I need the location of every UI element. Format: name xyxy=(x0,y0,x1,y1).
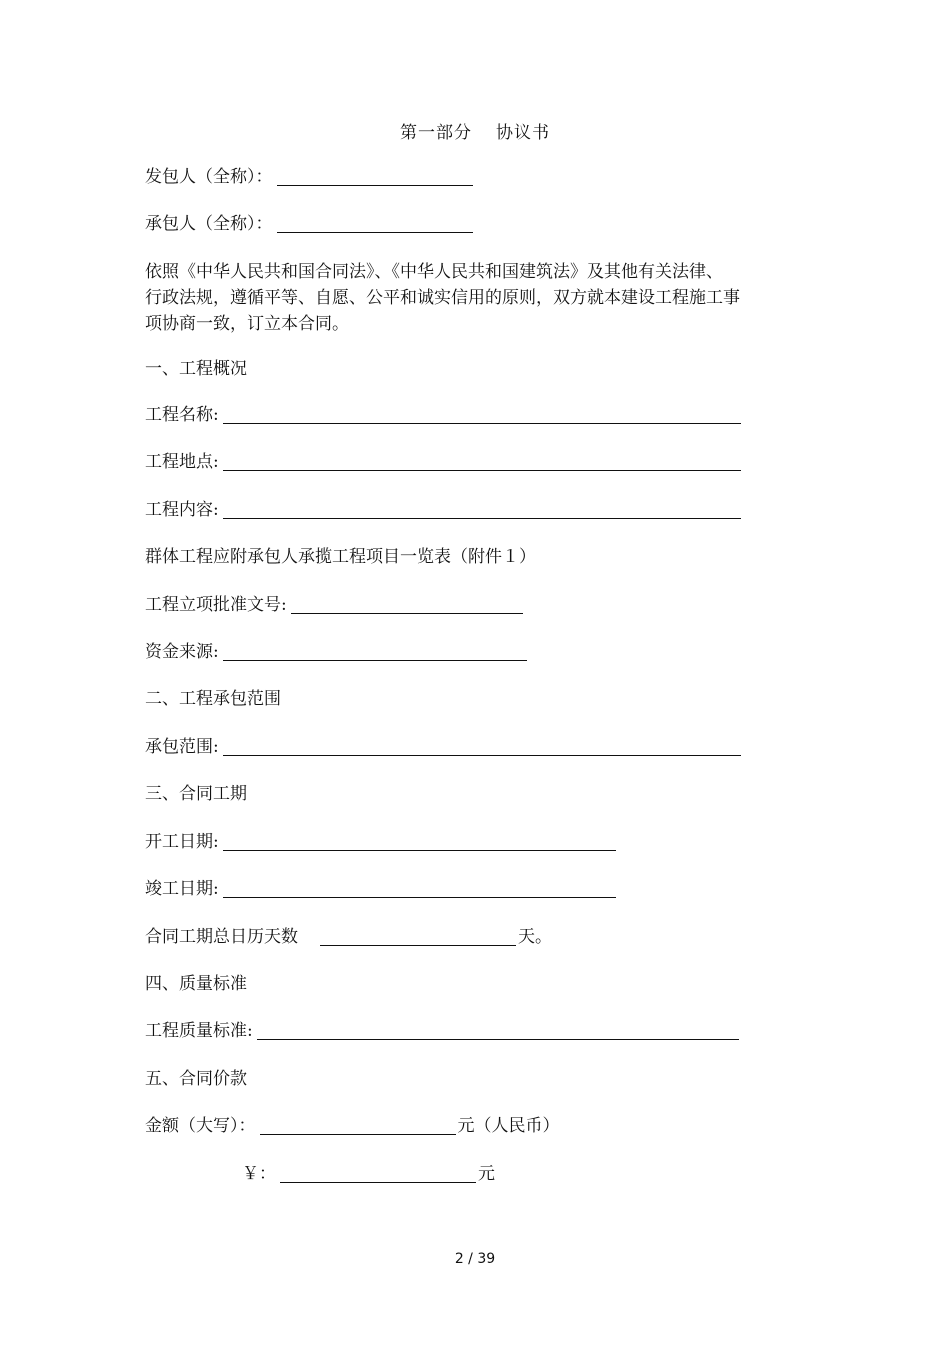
employer-line xyxy=(145,165,475,189)
intro-line: 依照《中华人民共和国合同法》、《中华人民共和国建筑法》及其他有关法律、 xyxy=(145,262,723,282)
scope-blank[interactable] xyxy=(223,737,741,756)
contractor-blank[interactable] xyxy=(277,214,473,233)
approval-blank[interactable] xyxy=(291,595,523,614)
group-note: 群体工程应附承包人承揽工程项目一览表（附件１） xyxy=(145,547,536,567)
quality-line xyxy=(145,1019,741,1043)
title-name: 协议书 xyxy=(496,123,550,143)
section4-heading-text: 四、质量标准 xyxy=(145,974,247,994)
yen-label: ￥： xyxy=(242,1164,276,1184)
yen-unit: 元 xyxy=(478,1164,495,1184)
contractor-line xyxy=(145,212,475,236)
section5-heading xyxy=(145,1067,247,1091)
project-content-blank[interactable] xyxy=(223,500,741,519)
employer-blank[interactable] xyxy=(277,167,473,186)
page-title xyxy=(0,118,950,143)
amount-line xyxy=(145,1114,560,1138)
total-days-label: 合同工期总日历天数 xyxy=(145,927,298,947)
contractor-label: 承包人（全称）： xyxy=(145,214,273,234)
title-part: 第一部分 xyxy=(400,123,472,143)
yen-blank[interactable] xyxy=(280,1164,476,1183)
project-location-label: 工程地点: xyxy=(145,452,219,472)
funding-label: 资金来源: xyxy=(145,642,219,662)
amount-blank[interactable] xyxy=(260,1116,456,1135)
project-content-line xyxy=(145,498,743,522)
scope-label: 承包范围: xyxy=(145,737,219,757)
total-days-blank[interactable] xyxy=(320,927,516,946)
quality-label: 工程质量标准: xyxy=(145,1021,253,1041)
section2-heading-text: 二、工程承包范围 xyxy=(145,689,281,709)
quality-blank[interactable] xyxy=(257,1021,739,1040)
group-note-line xyxy=(145,545,536,569)
amount-label: 金额（大写）： xyxy=(145,1116,256,1136)
funding-line xyxy=(145,640,529,664)
intro-line: 项协商一致，订立本合同。 xyxy=(145,314,349,334)
start-date-label: 开工日期: xyxy=(145,832,219,852)
intro-paragraph xyxy=(145,259,785,337)
end-date-label: 竣工日期: xyxy=(145,879,219,899)
section1-heading xyxy=(145,357,247,381)
total-days-line xyxy=(145,925,552,949)
start-date-line xyxy=(145,830,618,854)
employer-label: 发包人（全称）： xyxy=(145,167,273,187)
project-name-blank[interactable] xyxy=(223,405,741,424)
section4-heading xyxy=(145,972,247,996)
section3-heading xyxy=(145,782,247,806)
project-location-line xyxy=(145,450,743,474)
end-date-blank[interactable] xyxy=(223,879,616,898)
project-content-label: 工程内容: xyxy=(145,500,219,520)
total-days-unit: 天。 xyxy=(518,927,552,947)
funding-blank[interactable] xyxy=(223,642,527,661)
page-indicator: 2 / 39 xyxy=(454,1251,496,1267)
intro-line: 行政法规，遵循平等、自愿、公平和诚实信用的原则，双方就本建设工程施工事 xyxy=(145,288,740,308)
end-date-line xyxy=(145,877,618,901)
approval-label: 工程立项批准文号: xyxy=(145,595,287,615)
amount-unit: 元（人民币） xyxy=(457,1116,560,1136)
project-location-blank[interactable] xyxy=(223,452,741,471)
section5-heading-text: 五、合同价款 xyxy=(145,1069,247,1089)
project-name-line xyxy=(145,403,743,427)
start-date-blank[interactable] xyxy=(223,832,616,851)
yen-line xyxy=(242,1162,495,1186)
section2-heading xyxy=(145,687,281,711)
section1-heading-text: 一、工程概况 xyxy=(145,359,247,379)
scope-line xyxy=(145,735,743,759)
approval-line xyxy=(145,593,525,617)
section3-heading-text: 三、合同工期 xyxy=(145,784,247,804)
project-name-label: 工程名称: xyxy=(145,405,219,425)
